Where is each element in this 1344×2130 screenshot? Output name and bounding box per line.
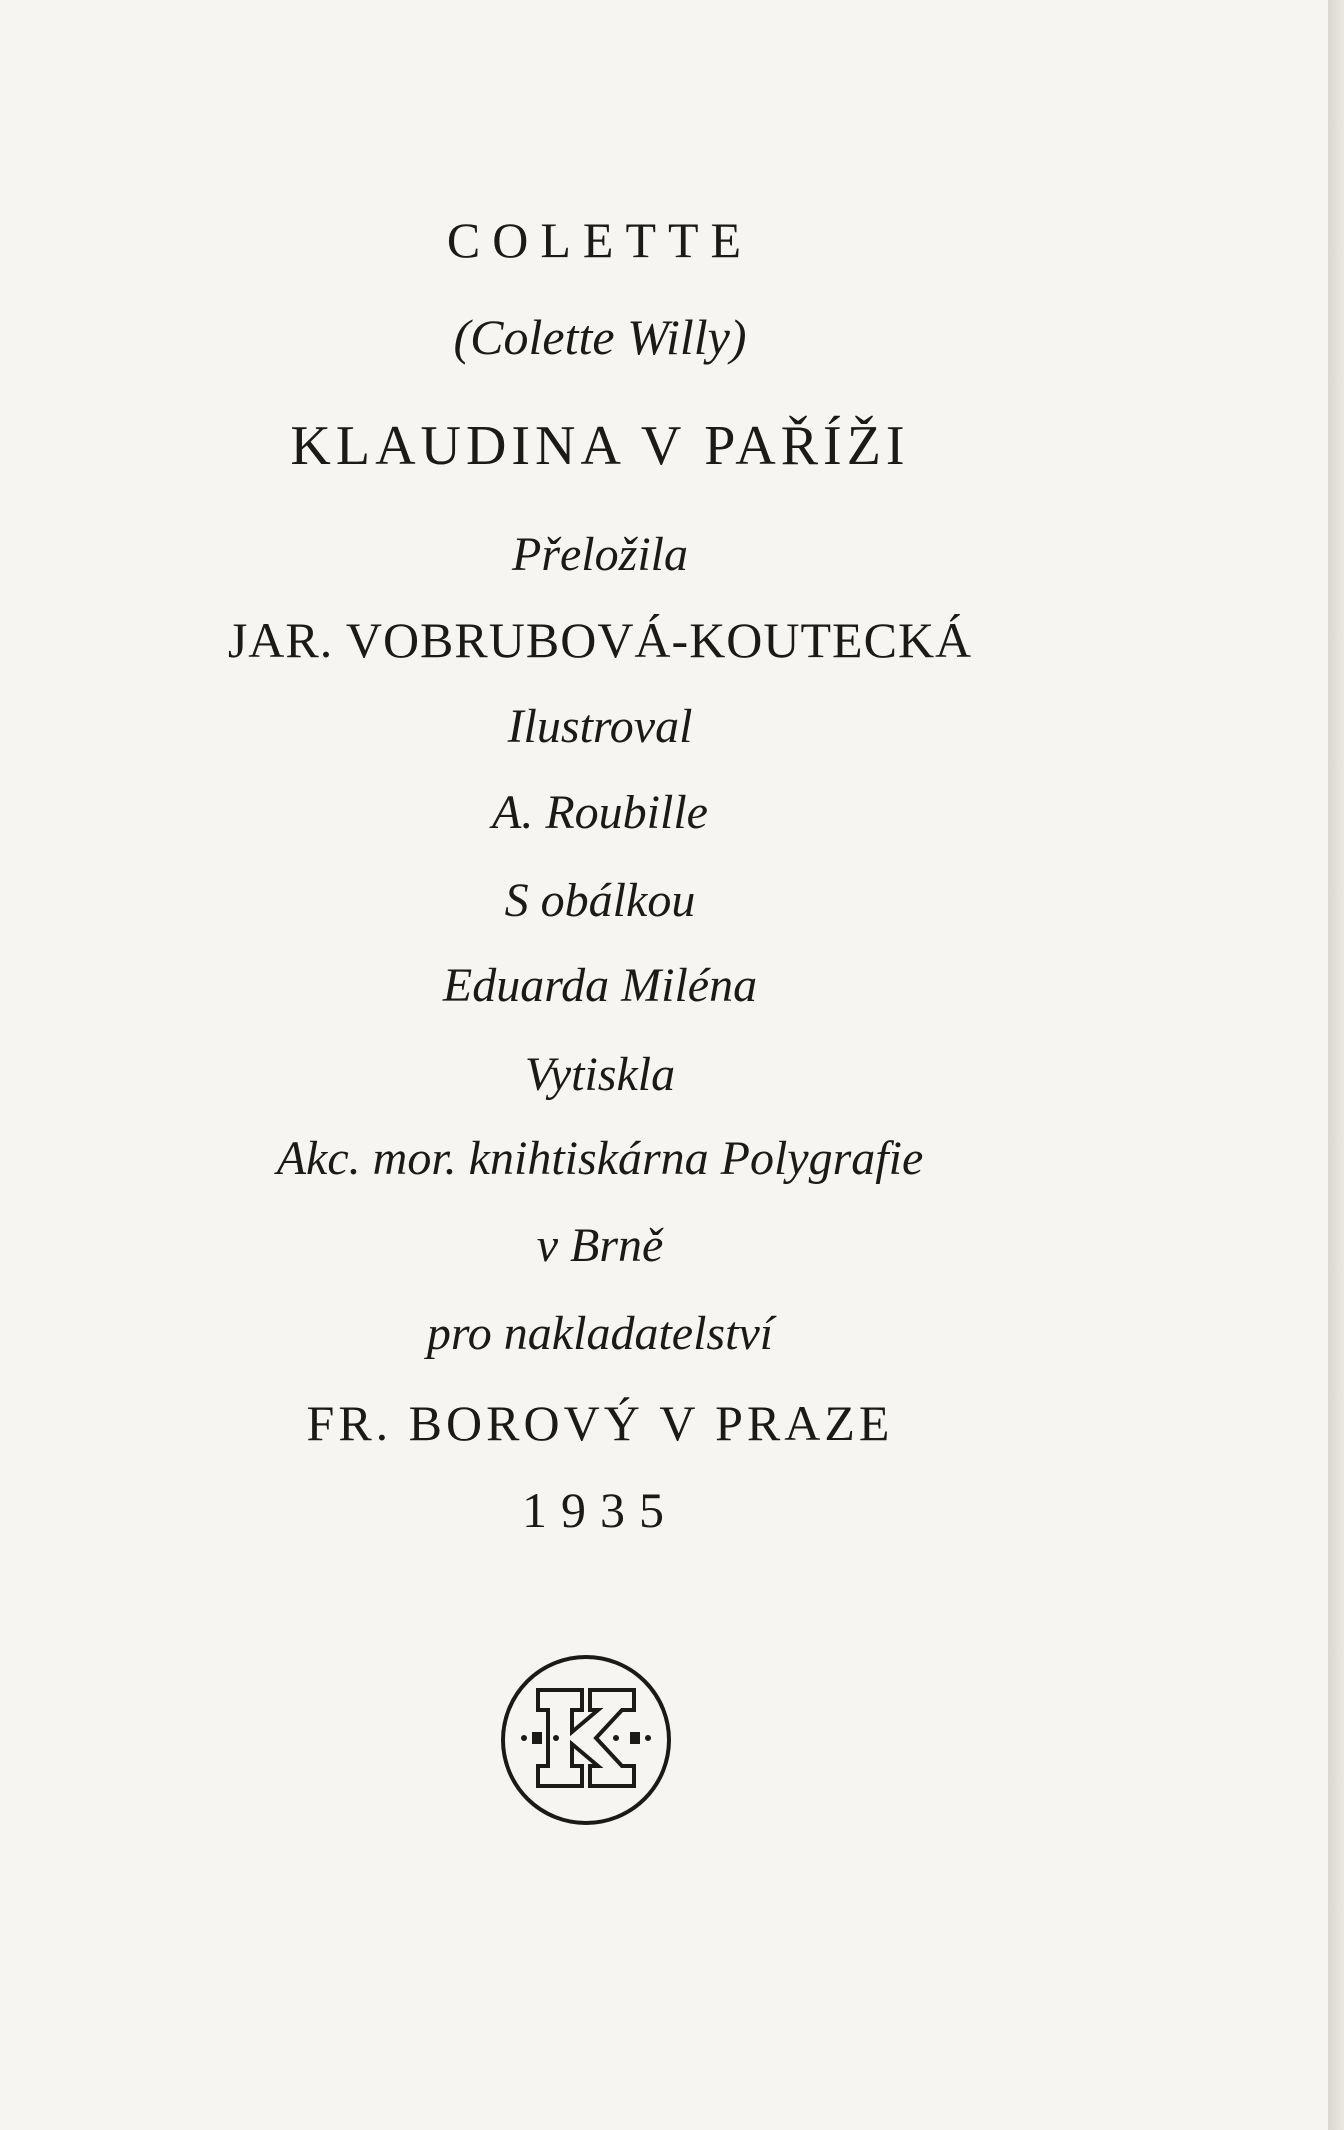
author-name: COLETTE <box>446 212 754 268</box>
book-title: KLAUDINA V PAŘÍŽI <box>290 415 910 477</box>
translated-by-label: Přeložila <box>512 528 688 581</box>
illustrator-name: A. Roubille <box>492 786 708 839</box>
printer-city: v Brně <box>536 1219 664 1272</box>
publisher-logo-icon <box>498 1652 674 1828</box>
illustrated-by-label: Ilustroval <box>507 700 693 753</box>
translator-name: JAR. VOBRUBOVÁ-KOUTECKÁ <box>227 612 973 668</box>
printed-by-label: Vytiskla <box>524 1048 676 1101</box>
publisher-label: pro nakladatelství <box>426 1307 774 1360</box>
cover-artist-name: Eduarda Miléna <box>442 959 758 1012</box>
publication-year: 1935 <box>522 1482 678 1538</box>
cover-by-label: S obálkou <box>504 874 696 927</box>
author-pseudonym: (Colette Willy) <box>453 309 747 365</box>
page-edge <box>1328 0 1344 2130</box>
printer-name: Akc. mor. knihtiskárna Polygrafie <box>276 1132 924 1185</box>
publisher-name: FR. BOROVÝ V PRAZE <box>306 1395 894 1451</box>
